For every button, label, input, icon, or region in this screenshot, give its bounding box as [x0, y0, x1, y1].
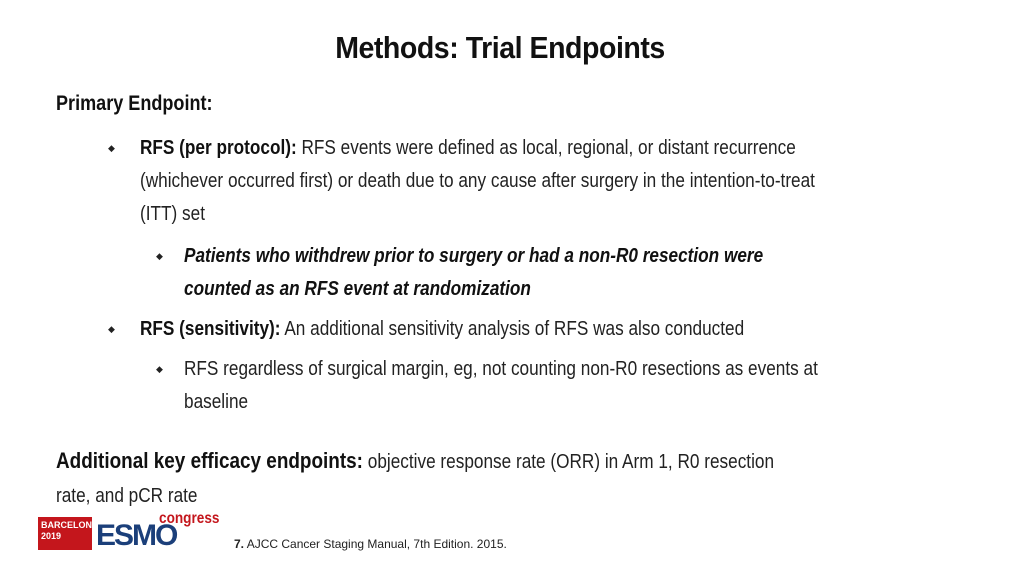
- diamond-bullet-icon: ◆: [108, 143, 115, 153]
- additional-endpoints-label: Additional key efficacy endpoints:: [56, 448, 363, 473]
- bullet-text: [140, 313, 1000, 346]
- primary-endpoint-heading: Primary Endpoint:: [56, 92, 213, 115]
- rfs-sensitivity-text: An additional sensitivity analysis of RFS was also conducted: [284, 318, 745, 340]
- page-title: Methods: Trial Endpoints: [335, 30, 665, 65]
- additional-endpoints-line-2: rate, and pCR rate: [56, 485, 198, 507]
- rfs-sensitivity-label: RFS (sensitivity):: [140, 318, 281, 340]
- logo-city-block: [38, 517, 99, 550]
- regardless-line-2: baseline: [184, 391, 249, 413]
- bullet-rfs-sensitivity: [108, 313, 1008, 346]
- logo-brand: ESMO: [96, 519, 177, 552]
- logo-city: BARCELONA: [41, 520, 99, 530]
- additional-endpoints-line-1: objective response rate (ORR) in Arm 1, R0 resection: [367, 451, 775, 473]
- sub-bullet-text: [184, 240, 932, 306]
- diamond-bullet-icon: ◆: [156, 251, 163, 261]
- rfs-per-protocol-label: RFS (per protocol):: [140, 137, 297, 159]
- withdrew-line-1: Patients who withdrew prior to surgery or had a non-R0 resection were: [184, 245, 764, 267]
- esmo-congress-logo: [38, 510, 228, 553]
- regardless-line-1: RFS regardless of surgical margin, eg, not counting non-R0 resections as events at: [184, 358, 818, 380]
- reference-number: 7.: [234, 537, 245, 551]
- logo-event: congress: [159, 510, 220, 527]
- reference-footnote: [234, 537, 507, 551]
- sub-bullet-text: [184, 353, 975, 419]
- rfs-per-protocol-text-1: RFS events were defined as local, regional, or distant recurrence: [301, 137, 796, 159]
- rfs-per-protocol-line-3: (ITT) set: [140, 203, 205, 225]
- diamond-bullet-icon: ◆: [156, 364, 163, 374]
- bullet-rfs-per-protocol: [108, 132, 1008, 231]
- sub-bullet-withdrew: [156, 240, 1024, 306]
- reference-text: AJCC Cancer Staging Manual, 7th Edition. 2015.: [246, 537, 507, 551]
- rfs-per-protocol-line-1: [140, 137, 796, 159]
- diamond-bullet-icon: ◆: [108, 324, 115, 334]
- logo-year: 2019: [41, 531, 62, 541]
- rfs-per-protocol-line-2: (whichever occurred first) or death due to any cause after surgery in the intention-to-treat: [140, 170, 815, 192]
- sub-bullet-regardless: [156, 353, 1024, 419]
- withdrew-line-2: counted as an RFS event at randomization: [184, 278, 531, 300]
- bullet-text: [140, 132, 1000, 231]
- additional-endpoints: [56, 444, 968, 513]
